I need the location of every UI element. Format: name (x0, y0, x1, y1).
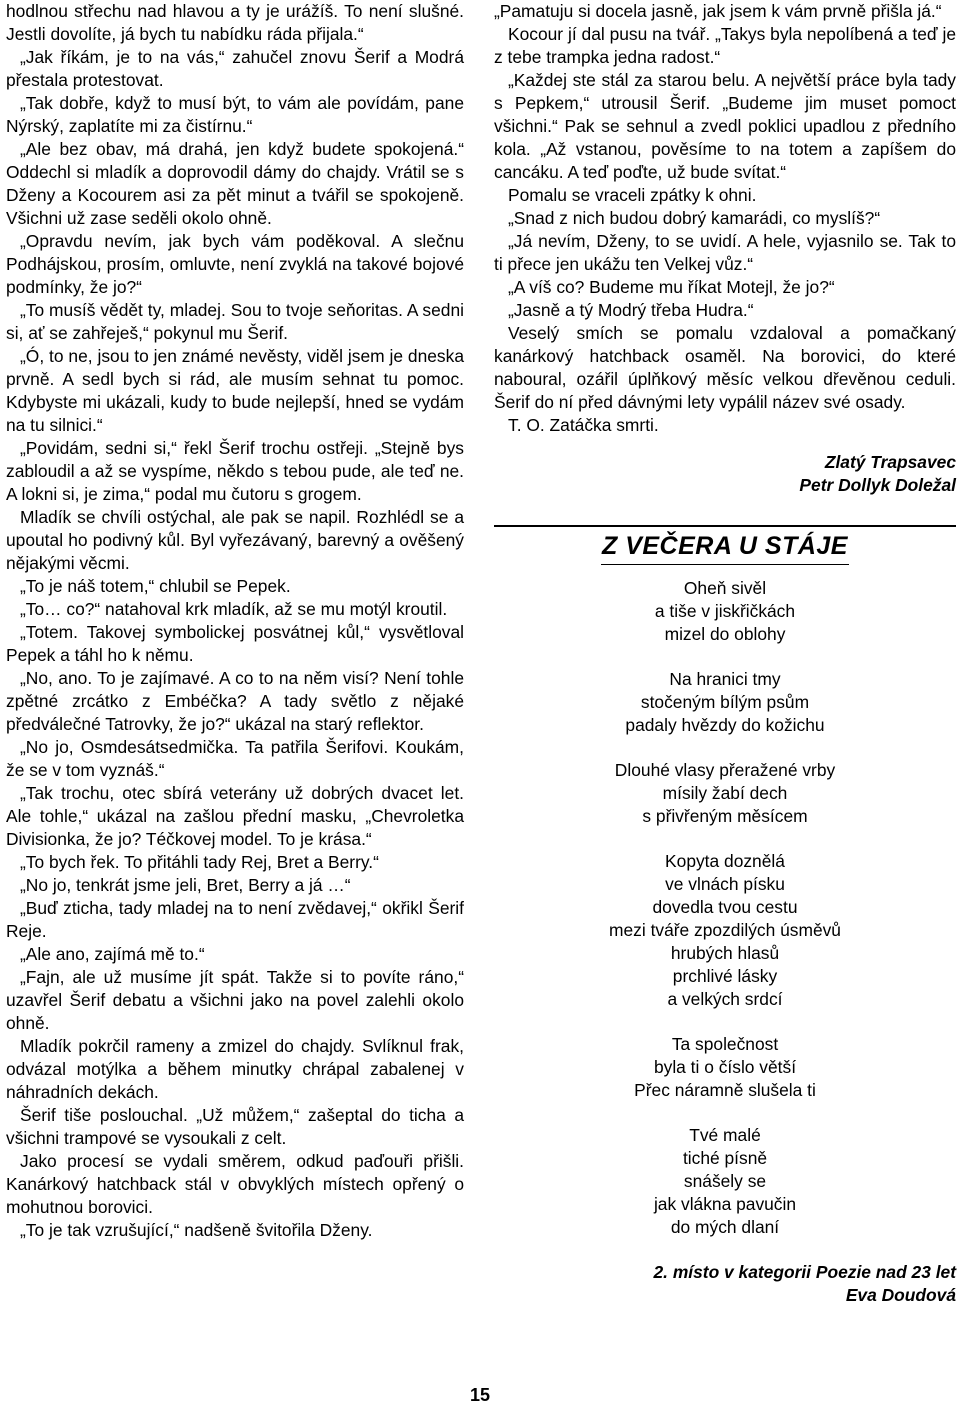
paragraph: „Tak dobře, když to musí být, to vám ale povídám, pane Nýrský, zaplatíte mi za čistírnu.“ (6, 93, 464, 136)
paragraph: „Ó, to ne, jsou to jen známé nevěsty, viděl jsem je dneska prvně. A sedl bych si rád, ale musím sehnat tu pomoc. Kdybyste mi ukázali, kudy to bude nejlepší, hned se vydám na tu silnici.“ (6, 346, 464, 435)
poem-stanza (494, 1033, 956, 1102)
poem-line: Oheň sivěl (683, 578, 767, 598)
page-number: 15 (469, 1385, 491, 1405)
paragraph: „To bych řek. To přitáhli tady Rej, Bret a Berry.“ (20, 852, 379, 872)
poem-line: mizel do oblohy (664, 624, 786, 644)
poem-line: dovedla tvou cestu (652, 897, 798, 917)
poem-author: Eva Doudová (845, 1285, 956, 1305)
paragraph: „No jo, Osmdesátsedmička. Ta patřila Šerifovi. Koukám, že se v tom vyznáš.“ (6, 737, 464, 780)
poem-line: stočeným bílým psům (640, 692, 810, 712)
paragraph: „Opravdu nevím, jak bych vám poděkoval. A slečnu Podhájskou, prosím, omluvte, není zvyklá na takové bojové podmínky, že jo?“ (6, 231, 464, 297)
award-line: 2. místo v kategorii Poezie nad 23 let (653, 1262, 956, 1282)
poem-line: prchlivé lásky (672, 966, 778, 986)
paragraph: „Každej ste stál za starou belu. A největší práce byla tady s Pepkem,“ utrousil Šerif. „Budeme jim muset pomoct všichni.“ Pak se sehnul a zvedl poklici upadlou z předního kola. „Až vstanou, pověsíme to na totem a zapíšem do cancáku. A teď poďte, už bude svítat.“ (494, 70, 956, 182)
paragraph: Jako procesí se vydali směrem, odkud paďouři přišli. Kanárkový hatchback stál v obvyklých místech opřený o mohutnou borovici. (6, 1151, 464, 1217)
paragraph: Pomalu se vraceli zpátky k ohni. (508, 185, 757, 205)
poem-line: hrubých hlasů (670, 943, 780, 963)
poem-stanza (494, 577, 956, 646)
poem-line: mísily žabí dech (662, 783, 788, 803)
poem-line: a tiše v jiskřičkách (654, 601, 796, 621)
poem-line: Kopyta doznělá (665, 851, 785, 871)
paragraph: „Totem. Takovej symbolickej posvátnej kůl,“ vysvětloval Pepek a táhl ho k němu. (6, 622, 464, 665)
poem-stanza (494, 850, 956, 1011)
paragraph: „Buď zticha, tady mladej na to není zvědavej,“ okřikl Šerif Reje. (6, 898, 464, 941)
poem-line: jak vlákna pavučin (653, 1194, 797, 1214)
paragraph: „Já nevím, Dženy, to se uvidí. A hele, vyjasnilo se. Tak to ti přece jen ukážu ten Velkej vůz.“ (494, 231, 956, 274)
poem-line: Na hranici tmy (669, 669, 781, 689)
paragraph: „Pamatuju si docela jasně, jak jsem k vám prvně přišla já.“ (494, 1, 942, 21)
story-author: Petr Dollyk Doležal (799, 475, 956, 495)
paragraph: Šerif tiše poslouchal. „Už můžem,“ zašeptal do ticha a všichni trampové se vysoukali z celt. (6, 1105, 464, 1148)
paragraph: „Jak říkám, je to na vás,“ zahučel znovu Šerif a Modrá přestala protestovat. (6, 47, 464, 90)
poem-line: mezi tváře zpozdilých úsměvů (609, 920, 841, 940)
poem-stanza (494, 759, 956, 828)
paragraph: hodlnou střechu nad hlavou a ty je urážíš. To není slušné. Jestli dovolíte, já bych tu nabídku ráda přijala.“ (6, 1, 464, 44)
poem-line: Tvé malé (689, 1125, 761, 1145)
paragraph: „Fajn, ale už musíme jít spát. Takže si to povíte ráno,“ uzavřel Šerif debatu a všichni jako na povel zalehli okolo ohně. (6, 967, 464, 1033)
paragraph: „Snad z nich budou dobrý kamarádi, co myslíš?“ (508, 208, 881, 228)
paragraph: „A víš co? Budeme mu říkat Motejl, že jo?“ (508, 277, 835, 297)
story-pseudonym: Zlatý Trapsavec (824, 452, 956, 472)
paragraph: Mladík pokrčil rameny a zmizel do chajdy. Svlíknul frak, odvázal motýlka a během minutky chrápal zabalenej v náhradních dekách. (6, 1036, 464, 1102)
paragraph: „Povidám, sedni si,“ řekl Šerif trochu ostřeji. „Stejně bys zabloudil a až se vyspíme, někdo s tebou pude, ale teď ne. A lokni si, je zima,“ podal mu čutoru s grogem. (6, 438, 464, 504)
paragraph: „To je náš totem,“ chlubil se Pepek. (20, 576, 291, 596)
left-column (6, 0, 464, 1242)
title-underline (601, 564, 849, 565)
section-title: Z VEČERA U STÁJE (601, 532, 848, 560)
paragraph: „Ale bez obav, má drahá, jen když budete spokojená.“ Oddechl si mladík a doprovodil dámy do chajdy. Vrátil se s Dženy a Kocourem asi za pět minut a tvářil se spokojeně. Všichni už zase seděli okolo ohně. (6, 139, 464, 228)
poem-line: Ta společnost (671, 1034, 779, 1054)
paragraph: T. O. Zatáčka smrti. (508, 415, 659, 435)
section-divider (494, 525, 956, 527)
right-column (494, 0, 956, 1307)
paragraph: „To je tak vzrušující,“ nadšeně švitořila Dženy. (20, 1220, 373, 1240)
paragraph: Veselý smích se pomalu vzdaloval a pomačkaný kanárkový hatchback osaměl. Na borovici, do které naboural, ozářil úplňkový měsíc velkou dřevěnou ceduli. Šerif do ní před dávnými lety vypálil název své osady. (494, 323, 956, 412)
poem-line: s přivřeným měsícem (642, 806, 808, 826)
paragraph: Mladík se chvíli ostýchal, ale pak se napil. Rozhlédl se a upoutal ho podivný kůl. Byl vyřezávaný, barevný a ověšený nějakými věcmi. (6, 507, 464, 573)
paragraph: Kocour jí dal pusu na tvář. „Takys byla nepolíbená a teď je z tebe trampka jedna radost.“ (494, 24, 956, 67)
poem-line: Přec náramně slušela ti (634, 1080, 816, 1100)
poem-line: do mých dlaní (670, 1217, 780, 1237)
poem-line: Dlouhé vlasy přeražené vrby (614, 760, 836, 780)
poem-line: padaly hvězdy do kožichu (625, 715, 825, 735)
poem (494, 577, 956, 1239)
paragraph: „No jo, tenkrát jsme jeli, Bret, Berry a já …“ (20, 875, 351, 895)
paragraph: „Ale ano, zajímá mě to.“ (20, 944, 205, 964)
paragraph: „To… co?“ natahoval krk mladík, až se mu motýl kroutil. (20, 599, 448, 619)
story-ending (494, 0, 956, 437)
poem-stanza (494, 1124, 956, 1239)
poem-line: snášely se (683, 1171, 767, 1191)
poem-line: a velkých srdcí (667, 989, 783, 1009)
poem-line: tiché písně (682, 1148, 768, 1168)
paragraph: „Tak trochu, otec sbírá veterány už dobrých dvacet let. Ale tohle,“ ukázal na zašlou přední masku, „Chevroletka Divisionka, že jo? Téčkovej model. To je krása.“ (6, 783, 464, 849)
paragraph: „To musíš vědět ty, mladej. Sou to tvoje seňoritas. A sedni si, ať se zahřeješ,“ pokynul mu Šerif. (6, 300, 464, 343)
paragraph: „No, ano. To je zajímavé. A co to na něm visí? Není tohle zpětné zrcátko z Embéčka? A tady světlo z nějaké předválečné Tatrovky, že jo?“ ukázal na starý reflektor. (6, 668, 464, 734)
poem-line: byla ti o číslo větší (653, 1057, 797, 1077)
poem-line: ve vlnách písku (665, 874, 785, 894)
poem-stanza (494, 668, 956, 737)
paragraph: „Jasně a tý Modrý třeba Hudra.“ (508, 300, 754, 320)
